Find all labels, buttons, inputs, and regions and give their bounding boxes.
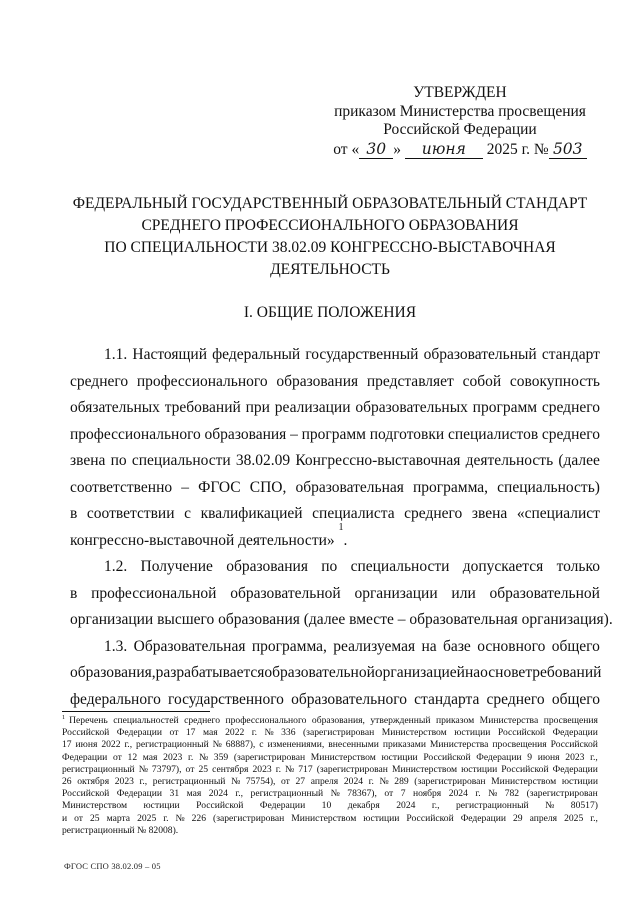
word: (зарегистрирован xyxy=(213,812,285,824)
word: образования, xyxy=(70,664,156,681)
p2-line-3-text: организации высшего образования (далее вместе – образовательная организация). xyxy=(70,611,613,628)
word: организации xyxy=(354,584,438,602)
word: среднего xyxy=(541,425,600,443)
word: Министерством xyxy=(381,727,447,739)
word: внесенными xyxy=(328,739,379,751)
handwritten-order-number: 503 xyxy=(549,140,587,160)
p3-line-2 xyxy=(70,660,600,687)
approval-date-line xyxy=(330,140,590,160)
word: Министерством xyxy=(491,776,557,788)
word: (зарегистрирован xyxy=(316,763,388,775)
word: 2023 xyxy=(565,751,585,763)
word: звена xyxy=(471,505,508,522)
word: 17 xyxy=(62,739,72,751)
word: реализуемая xyxy=(333,637,416,655)
p2-line-1 xyxy=(70,554,600,581)
word: обязательных xyxy=(70,399,160,416)
p1-line-8-end: . xyxy=(343,531,348,549)
word: г., xyxy=(590,751,598,763)
word: приказом xyxy=(435,715,475,726)
word: Получение xyxy=(140,558,213,575)
word: образования xyxy=(204,425,287,443)
footnote-line-7 xyxy=(62,788,598,800)
p3-line-3 xyxy=(70,687,600,714)
word: представляет xyxy=(366,372,454,390)
word: 78367), xyxy=(347,788,377,800)
word: № xyxy=(379,776,389,788)
footnote-ref: 1 xyxy=(338,521,344,533)
word: – xyxy=(290,425,298,443)
word: г. xyxy=(163,812,169,824)
word: 12 xyxy=(127,751,138,763)
approval-country: Российской Федерации xyxy=(383,121,537,138)
word: образования xyxy=(226,558,308,575)
word: от xyxy=(384,788,394,800)
word: только xyxy=(556,558,600,575)
word: Министерством xyxy=(62,800,128,812)
word: образования, xyxy=(311,715,365,726)
word: специалиста xyxy=(312,505,395,522)
word: 2025 xyxy=(564,812,584,824)
word: Федерации xyxy=(460,812,506,824)
word: марта xyxy=(106,812,131,824)
word: 2023 xyxy=(114,776,134,788)
word: г. xyxy=(251,727,258,739)
footnote-separator xyxy=(62,711,210,712)
page-footer-code: ФГОС СПО 38.02.09 – 05 xyxy=(64,861,161,871)
date-prefix: от « xyxy=(333,140,360,158)
footnote-line-1 xyxy=(62,715,598,727)
p1-line-5 xyxy=(70,448,600,475)
word: специальность) xyxy=(497,478,600,496)
title-line-1: ФЕДЕРАЛЬНЫЙ ГОСУДАРСТВЕННЫЙ ОБРАЗОВАТЕЛЬНЫЙ СТАНДАРТ xyxy=(72,195,588,212)
word: 10 xyxy=(321,800,332,812)
title-line-4: ДЕЯТЕЛЬНОСТЬ xyxy=(270,261,390,278)
word: № xyxy=(198,751,209,763)
word: 2024 xyxy=(208,788,228,800)
word: 289 xyxy=(394,776,409,788)
word: стандарт xyxy=(541,346,600,363)
word: № xyxy=(285,763,295,775)
word: СПО, xyxy=(249,478,287,496)
word: 2025 xyxy=(137,812,157,824)
footnote-line-4 xyxy=(62,752,598,764)
word: государственный xyxy=(305,346,419,363)
word: по xyxy=(110,452,127,469)
p2-line-3 xyxy=(70,607,613,634)
footnote-line-9 xyxy=(62,813,598,825)
p1-line-6 xyxy=(70,475,600,502)
footnote-line-2 xyxy=(62,727,598,739)
p1-line-2 xyxy=(70,369,600,396)
word: 2023 xyxy=(252,763,272,775)
word: программа, xyxy=(412,478,489,496)
footnote-line-10-text: регистрационный № 82008). xyxy=(62,824,179,836)
word: программа, xyxy=(251,637,327,655)
word: октября xyxy=(77,776,110,788)
word: среднего xyxy=(404,505,463,522)
word: совокупность xyxy=(509,372,600,390)
word: г. xyxy=(368,776,374,788)
p3-line-1 xyxy=(70,634,600,661)
word: Федерации xyxy=(62,751,108,763)
word: № xyxy=(212,739,222,751)
footnote-line-5 xyxy=(62,764,598,776)
word: программ xyxy=(301,425,366,443)
word: Министерством xyxy=(291,812,357,824)
approval-title: УТВЕРЖДЕН xyxy=(413,84,507,101)
word: соответственно xyxy=(70,478,173,496)
word: Федерации xyxy=(552,763,598,775)
word: ноября xyxy=(412,788,442,800)
word: 2022 xyxy=(225,727,245,739)
word: специальности xyxy=(131,452,231,469)
word: допускается xyxy=(462,558,544,575)
word: № xyxy=(264,727,274,739)
document-body xyxy=(70,342,613,713)
word: образовательный xyxy=(423,346,537,363)
word: мая xyxy=(142,751,158,763)
word: программ xyxy=(472,399,538,416)
word: 29 xyxy=(512,812,523,824)
word: мая xyxy=(202,727,218,739)
word: – xyxy=(181,478,189,496)
word: образовательных xyxy=(355,399,468,416)
word: разрабатывается xyxy=(155,664,265,681)
word: просвещения xyxy=(492,739,547,751)
word: 717 xyxy=(298,763,313,775)
word: по xyxy=(321,558,338,575)
word: 9 xyxy=(527,751,533,763)
word: № xyxy=(545,800,555,812)
word: специальности xyxy=(350,558,450,575)
word: 2022 xyxy=(101,739,121,751)
p1-line-7 xyxy=(70,501,600,528)
word: 1.2. xyxy=(104,558,128,575)
approval-block xyxy=(330,84,590,159)
word: квалификацией xyxy=(200,505,303,522)
word: в xyxy=(70,505,78,522)
word: среднего xyxy=(541,399,600,416)
word: г. xyxy=(188,751,194,763)
word: сентября xyxy=(212,763,249,775)
word: среднего xyxy=(70,372,129,390)
word: утвержденный xyxy=(370,715,431,726)
word: организацией xyxy=(374,664,465,681)
title-line-3: ПО СПЕЦИАЛЬНОСТИ 38.02.09 КОНГРЕССНО-ВЫСТАВОЧНАЯ xyxy=(104,239,556,256)
word: Российской xyxy=(406,812,454,824)
word: подготовки xyxy=(369,425,445,443)
word: юстиции xyxy=(363,812,400,824)
word: г., xyxy=(124,739,133,751)
word: основе xyxy=(480,664,526,681)
word: требований xyxy=(525,664,602,681)
word: Федерации xyxy=(476,751,522,763)
word: Российской xyxy=(423,751,471,763)
word: базе xyxy=(443,637,471,655)
word: федеральный xyxy=(212,346,301,363)
word: от xyxy=(281,776,290,788)
word: № xyxy=(488,788,498,800)
word: г., xyxy=(139,776,148,788)
word: соответствии xyxy=(86,505,175,522)
word: Российской xyxy=(501,763,549,775)
date-year: 2025 г. № xyxy=(486,140,549,158)
word: 2024 xyxy=(396,800,416,812)
word: Федерации xyxy=(116,788,163,800)
word: юстиции xyxy=(461,763,498,775)
word: мая xyxy=(186,788,202,800)
word: юстиции xyxy=(561,776,598,788)
document-title xyxy=(60,193,600,281)
word: № xyxy=(330,788,340,800)
word: реализации xyxy=(274,399,351,416)
section-heading: I. ОБЩИЕ ПОЛОЖЕНИЯ xyxy=(243,304,417,321)
word: (зарегистрирован xyxy=(233,751,306,763)
word: или xyxy=(451,584,476,602)
word: профессиональной xyxy=(91,584,217,602)
word: 1.1. xyxy=(104,346,128,363)
word: регистрационный xyxy=(136,739,209,751)
word: федерального xyxy=(70,690,161,708)
footnote xyxy=(62,715,598,837)
footnote-line-8 xyxy=(62,800,598,812)
word: от xyxy=(169,727,179,739)
p1-line-1 xyxy=(70,342,600,369)
word: Федерации xyxy=(259,800,306,812)
word: при xyxy=(245,399,270,416)
word: образовательной xyxy=(230,584,341,602)
word: профессионального xyxy=(70,425,201,443)
word: 336 xyxy=(281,727,296,739)
word: от xyxy=(74,812,83,824)
word: июня xyxy=(537,751,560,763)
word: 359 xyxy=(213,751,229,763)
word: декабря xyxy=(347,800,380,812)
word: Министерства xyxy=(479,715,539,726)
word: «специалист xyxy=(516,505,600,522)
word: 25 xyxy=(198,763,209,775)
word: Федерации xyxy=(116,727,163,739)
word: юстиции xyxy=(143,800,180,812)
word: Министерством xyxy=(310,751,376,763)
word: г., xyxy=(590,812,598,824)
word: г. xyxy=(275,763,281,775)
word: г. xyxy=(475,788,481,800)
word: регистрационный xyxy=(152,776,226,788)
word: 2024 xyxy=(448,788,468,800)
word: (зарегистрирован xyxy=(302,727,375,739)
p1-line-8-text: конгрессно-выставочной деятельности» xyxy=(70,531,335,549)
word: 17 xyxy=(185,727,196,739)
word: 68887), xyxy=(225,739,256,751)
word: на xyxy=(464,664,481,681)
word: на xyxy=(421,637,437,655)
word: 31 xyxy=(169,788,180,800)
word: (далее xyxy=(558,452,600,469)
word: профессионального xyxy=(136,372,268,390)
word: 782 xyxy=(504,788,520,800)
word: от xyxy=(112,751,122,763)
word: 1.3. xyxy=(104,637,128,655)
footnote-marker: 1 xyxy=(62,713,66,721)
word: общего xyxy=(551,637,600,655)
word: июня xyxy=(75,739,98,751)
word: деятельность xyxy=(465,452,554,469)
word: государственного xyxy=(168,690,284,708)
word: изменениями, xyxy=(267,739,325,751)
word: № xyxy=(231,776,241,788)
word: приказами xyxy=(382,739,426,751)
word: общего xyxy=(551,690,600,708)
p1-line-8 xyxy=(70,521,600,555)
word: 226 xyxy=(191,812,207,824)
word: звена xyxy=(70,452,106,469)
word: основного xyxy=(477,637,546,655)
handwritten-day: 30 xyxy=(359,140,393,160)
word: стандарта xyxy=(414,690,480,708)
word: апреля xyxy=(310,776,339,788)
p2-line-2 xyxy=(70,581,600,608)
word: с xyxy=(259,739,264,751)
word: в xyxy=(70,584,78,602)
word: требований xyxy=(164,399,241,416)
word: от xyxy=(185,763,195,775)
word: собой xyxy=(462,372,502,390)
word: 2023 xyxy=(163,751,183,763)
word: Федерации xyxy=(552,727,598,739)
word: образования xyxy=(276,372,359,390)
word: (зарегистрирован xyxy=(526,788,598,800)
approval-issuer: приказом Министерства просвещения xyxy=(334,102,586,120)
footnote-line-10 xyxy=(62,825,598,837)
word: регистрационный xyxy=(250,788,324,800)
word: Настоящий xyxy=(132,346,208,363)
word: Российской xyxy=(550,739,598,751)
word: Министерства xyxy=(429,739,489,751)
word: регистрационный xyxy=(62,763,135,775)
word: Российской xyxy=(196,800,244,812)
footnote-line-1-lead xyxy=(62,715,65,727)
word: 75754), xyxy=(245,776,276,788)
date-mid: » xyxy=(393,140,401,158)
word: юстиции xyxy=(381,751,418,763)
title-line-2: СРЕДНЕГО ПРОФЕССИОНАЛЬНОГО ОБРАЗОВАНИЯ xyxy=(141,217,519,234)
word: Министерством xyxy=(392,763,458,775)
word: Российской xyxy=(62,788,110,800)
word: 2024 xyxy=(343,776,364,788)
word: 38.02.09 xyxy=(235,452,291,469)
word: Конгрессно-выставочная xyxy=(295,452,461,469)
word: Российской xyxy=(62,727,110,739)
word: Образовательная xyxy=(133,637,246,655)
footnote-line-6 xyxy=(62,776,598,788)
word: образовательной xyxy=(264,664,375,681)
word: среднего xyxy=(486,690,545,708)
word: образовательной xyxy=(489,584,600,602)
word: специалистов xyxy=(447,425,539,443)
word: специальностей xyxy=(113,715,179,726)
word: образовательного xyxy=(291,690,407,708)
word: среднего xyxy=(184,715,221,726)
word: № xyxy=(138,763,148,775)
footnote-line-3 xyxy=(62,739,598,751)
word: профессионального xyxy=(225,715,307,726)
word: Российской xyxy=(497,727,546,739)
word: 73797), xyxy=(151,763,182,775)
word: г., xyxy=(431,800,440,812)
word: юстиции xyxy=(454,727,491,739)
p1-line-4 xyxy=(70,422,600,449)
word: 7 xyxy=(400,788,406,800)
word: апреля xyxy=(529,812,558,824)
word: и xyxy=(62,812,68,824)
footnote-line-1-words xyxy=(69,715,598,727)
word: образовательная xyxy=(295,478,404,496)
word: 26 xyxy=(62,776,72,788)
word: Перечень xyxy=(69,715,108,726)
word: 80517) xyxy=(570,800,598,812)
word: 27 xyxy=(295,776,306,788)
word: с xyxy=(184,505,191,522)
word: регистрационный xyxy=(456,800,529,812)
p1-line-3 xyxy=(70,395,600,422)
word: ФГОС xyxy=(198,478,241,496)
word: (зарегистрирован xyxy=(414,776,486,788)
word: просвещения xyxy=(543,715,598,726)
handwritten-month: июня xyxy=(405,140,483,160)
word: г., xyxy=(235,788,244,800)
word: 25 xyxy=(89,812,100,824)
word: № xyxy=(175,812,185,824)
